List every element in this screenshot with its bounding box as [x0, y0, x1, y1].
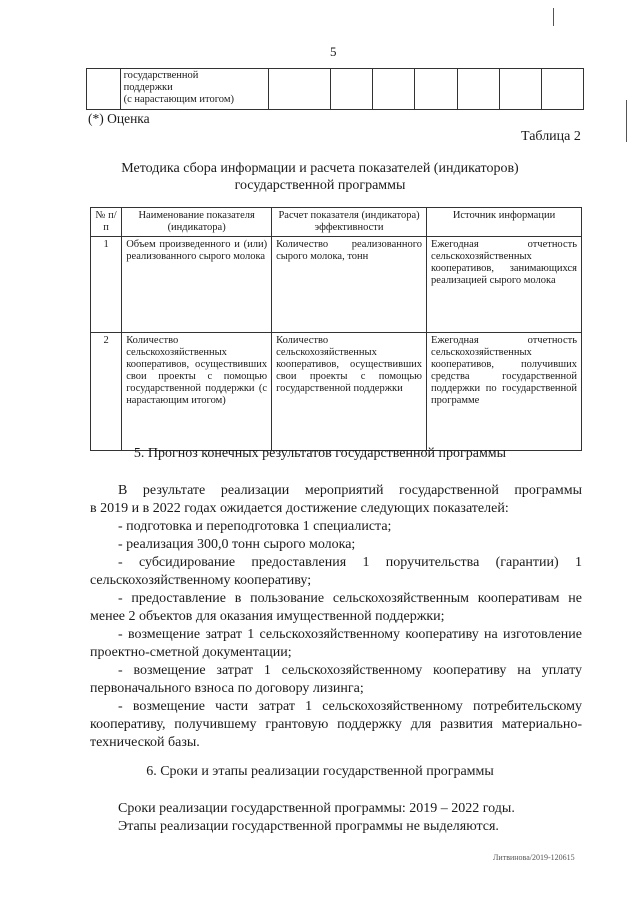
scan-mark — [553, 8, 554, 26]
page-number: 5 — [330, 44, 337, 59]
methodology-table — [90, 207, 582, 451]
header-indicator: Наименование показателя (индикатора) — [122, 208, 272, 237]
estimate-note: (*) Оценка — [88, 111, 150, 126]
list-item: - предоставление в пользование сельскохозяйственным кооперативам не менее 2 объектов для оказания имущественной поддержки; — [90, 591, 582, 624]
header-calc: Расчет показателя (индикатора) эффективности — [272, 208, 427, 237]
row-num: 1 — [91, 237, 122, 333]
scan-mark — [626, 100, 627, 142]
list-item: - реализация 300,0 тонн сырого молока; — [118, 537, 356, 552]
section-6-line: Этапы реализации государственной программы не выделяются. — [118, 819, 499, 834]
list-item: - субсидирование предоставления 1 поручительства (гарантии) 1 сельскохозяйственному кооперативу; — [90, 555, 582, 588]
footer-code: Литвинова/2019-120615 — [493, 853, 575, 862]
row-indicator: Количество сельскохозяйственных кооперативов, осуществивших свои проекты с помощью государственной поддержки (с нарастающим итогом) — [122, 333, 272, 451]
list-item: - возмещение части затрат 1 сельскохозяйственному потребительскому кооперативу, получившему грантовую поддержку для развития материально-технической базы. — [90, 699, 582, 750]
table-caption: Методика сбора информации и расчета показателей (индикаторов) государственной программы — [121, 161, 519, 193]
row-calc: Количество сельскохозяйственных кооперативов, осуществивших свои проекты с помощью государственной поддержки — [272, 333, 427, 451]
section-5-title: 5. Прогноз конечных результатов государственной программы — [133, 446, 507, 461]
section-5-intro-line: в 2019 и в 2022 годах ожидается достижение следующих показателей: — [90, 501, 509, 516]
list-item: - возмещение затрат 1 сельскохозяйственному кооперативу на уплату первоначального взноса по договору лизинга; — [90, 663, 582, 696]
top-table-fragment — [86, 68, 584, 110]
row-calc: Количество реализованного сырого молока, тонн — [272, 237, 427, 333]
section-6-line: Сроки реализации государственной программы: 2019 – 2022 годы. — [118, 801, 515, 816]
row-source: Ежегодная отчетность сельскохозяйственных кооперативов, получивших средства государственной поддержки по государственной программе — [427, 333, 582, 451]
table-header-row — [91, 208, 582, 237]
row-indicator: Объем произведенного и (или) реализованного сырого молока — [122, 237, 272, 333]
list-item: - возмещение затрат 1 сельскохозяйственному кооперативу на изготовление проектно-сметной документации; — [90, 627, 582, 660]
header-source: Источник информации — [427, 208, 582, 237]
row-num: 2 — [91, 333, 122, 451]
table-label: Таблица 2 — [521, 129, 581, 144]
top-table-label: государственной поддержки (с нарастающим итогом) — [120, 69, 268, 110]
table-row — [91, 237, 582, 333]
header-num: № п/п — [91, 208, 122, 237]
row-source: Ежегодная отчетность сельскохозяйственных кооперативов, занимающихся реализацией сырого молока — [427, 237, 582, 333]
section-5-intro-line: В результате реализации мероприятий государственной программы — [118, 483, 582, 498]
list-item: - подготовка и переподготовка 1 специалиста; — [118, 519, 392, 534]
section-6-title: 6. Сроки и этапы реализации государственной программы — [146, 764, 494, 779]
table-row — [91, 333, 582, 451]
